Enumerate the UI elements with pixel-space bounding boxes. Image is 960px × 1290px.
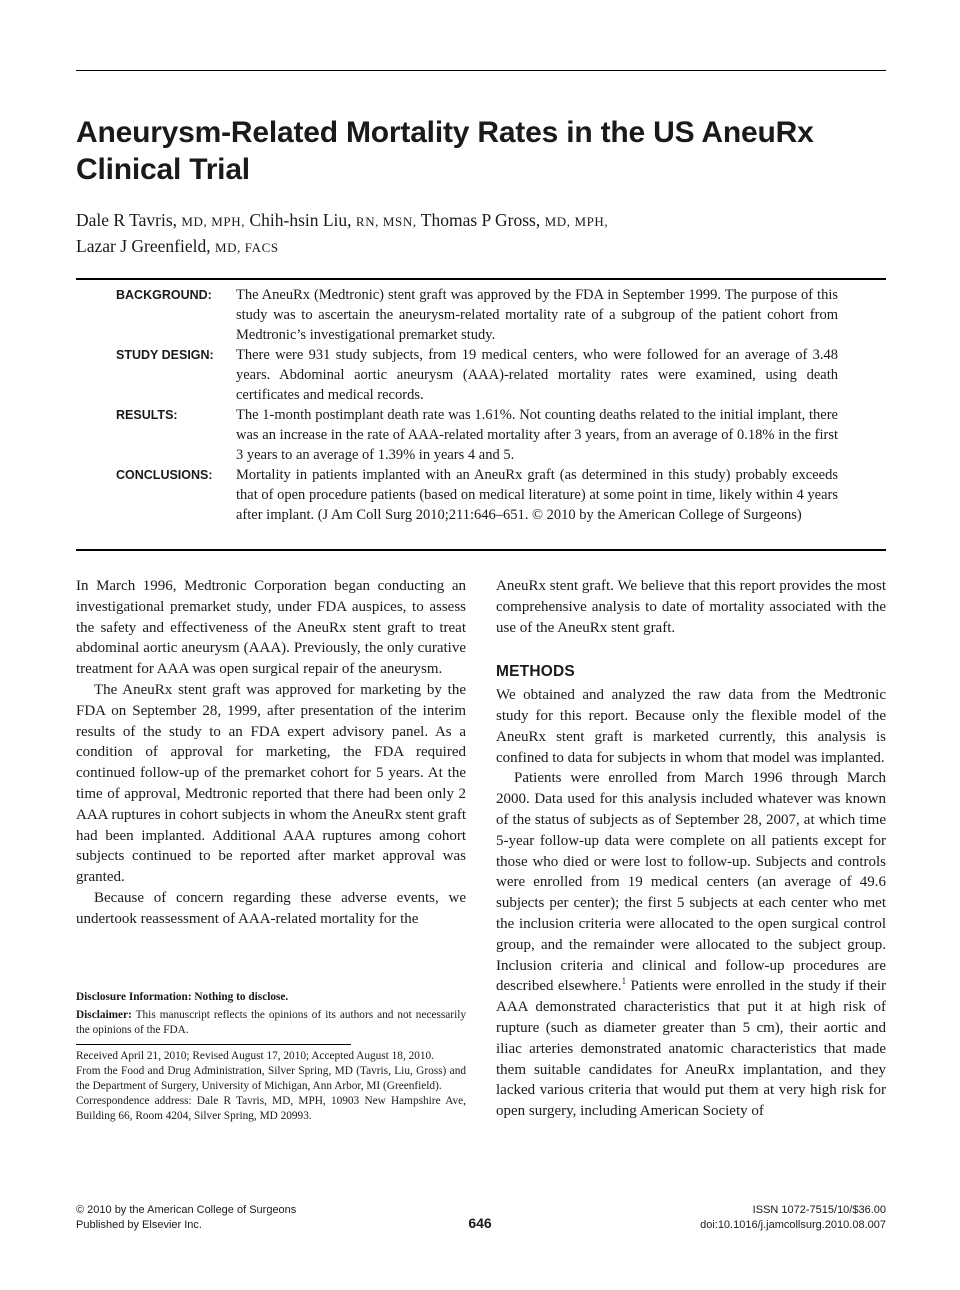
- author-name: Lazar J Greenfield,: [76, 236, 211, 256]
- copyright-text: © 2010 by the American College of Surgeons: [76, 1204, 297, 1216]
- author-degrees: RN, MSN,: [355, 214, 417, 229]
- abstract-text: Mortality in patients implanted with an AneuRx graft (as determined in this study) probably exceeds that of open procedure patients (based on medical literature) at some point in time, likely within 4 years after implant. (J Am Coll Surg 2010;211:646–651. © 2010 by the American College of Surgeons): [236, 467, 838, 523]
- body-paragraph: AneuRx stent graft. We believe that this report provides the most comprehensive analysis to date of mortality associated with the use of the AneuRx stent graft.: [496, 578, 886, 636]
- body-paragraph: In March 1996, Medtronic Corporation began conducting an investigational premarket study, under FDA auspices, to assess the safety and effectiveness of the AneuRx stent graft to treat abdominal aortic aneurysm (AAA). Previously, the only curative treatment for AAA was open surgical repair of the aneurysm.: [76, 578, 466, 678]
- correspondence-note: Correspondence address: Dale R Tavris, MD, MPH, 10903 New Hampshire Ave, Building 66, Room 4204, Silver Spring, MD 20993.: [76, 1095, 466, 1122]
- page-number: 646: [468, 1215, 492, 1231]
- body-paragraph: We obtained and analyzed the raw data from the Medtronic study for this report. Because only the flexible model of the AneuRx stent graft is marketed currently, this analysis is confined to data for subjects in whom that model was implanted.: [496, 687, 886, 766]
- author-name: Chih-hsin Liu,: [249, 210, 352, 230]
- abstract-top-rule: [76, 278, 886, 280]
- paragraph-text: Patients were enrolled in the study if their AAA demonstrated characteristics that put it at high risk of rupture (such as diameter greater than 5 cm), their aortic and iliac arteries demonstrated anatomic characteristics that made them suitable candidates for AneuRx implantation, and they lacked various criteria that would put them at very high risk for open surgery, including American Society of: [496, 978, 886, 1120]
- article-title: Aneurysm-Related Mortality Rates in the US AneuRx Clinical Trial: [76, 116, 814, 186]
- abstract-section: [116, 285, 838, 345]
- body-paragraph: [496, 768, 886, 1122]
- note-text: This manuscript reflects the opinions of its authors and not necessarily the opinions of the FDA.: [76, 1009, 466, 1036]
- author-degrees: MD, MPH,: [181, 214, 246, 229]
- abstract-text: The AneuRx (Medtronic) stent graft was approved by the FDA in September 1999. The purpose of this study was to ascertain the aneurysm-related mortality rate of a subgroup of the patient cohort from Medtronic’s investigational premarket study.: [236, 287, 838, 343]
- abstract-label: STUDY DESIGN:: [116, 348, 214, 362]
- abstract-label: BACKGROUND:: [116, 288, 212, 302]
- abstract-section: [116, 345, 838, 405]
- author-name: Dale R Tavris,: [76, 210, 178, 230]
- abstract-section: [116, 465, 838, 525]
- disclosure-note: [76, 990, 466, 1005]
- abstract-section: [116, 405, 838, 465]
- body-column-left: [76, 576, 466, 930]
- abstract-text: There were 931 study subjects, from 19 medical centers, who were followed for an average of 3.48 years. Abdominal aortic aneurysm (AAA)-related mortality rates were examined, using death certificates and medical records.: [236, 347, 838, 403]
- author-degrees: MD, FACS: [214, 240, 279, 255]
- issn-text: ISSN 1072-7515/10/$36.00: [752, 1204, 886, 1216]
- body-paragraph: The AneuRx stent graft was approved for marketing by the FDA on September 28, 1999, after presentation of the interim results of the study to an FDA expert advisory panel. As a condition of approval for marketing, the FDA required continued follow-up of the premarket cohort for 5 years. At the time of approval, Medtronic reported that there had been only 2 AAA ruptures in cohort subjects in whom the AneuRx stent graft had been implanted. Additional AAA ruptures among cohort subjects continued to be reported after market approval was granted.: [76, 681, 466, 886]
- footnotes: [76, 990, 466, 1124]
- note-label: Disclaimer:: [76, 1009, 132, 1021]
- disclaimer-note: [76, 1008, 466, 1038]
- abstract-text: The 1-month postimplant death rate was 1.61%. Not counting deaths related to the initial implant, there was an increase in the rate of AAA-related mortality after 3 years, from an average of 0.18% in the first 3 years to an average of 1.39% in years 4 and 5.: [236, 407, 838, 463]
- methods-heading: METHODS: [496, 663, 575, 681]
- affiliation-note: From the Food and Drug Administration, Silver Spring, MD (Tavris, Liu, Gross) and the Department of Surgery, University of Michigan, Ann Arbor, MI (Greenfield).: [76, 1065, 466, 1092]
- abstract-bottom-rule: [76, 549, 886, 551]
- author-list: [76, 208, 886, 260]
- abstract: [116, 285, 838, 525]
- footer-right: [700, 1203, 886, 1233]
- paragraph-text: Patients were enrolled from March 1996 through March 2000. Data used for this analysis included whatever was known of the status of subjects as of September 28, 2007, at which time 5-year follow-up data were complete on all patients except for those who died or were lost to follow-up. Subjects and controls were enrolled from 19 medical centers (an average of 49.6 subjects per center); the first 5 subjects at each center who met the inclusion criteria were allocated to the open surgical control group, and the remainder were allocated to the subject group. Inclusion criteria and clinical and follow-up procedures are described elsewhere.: [496, 770, 886, 995]
- body-paragraph: Because of concern regarding these adverse events, we undertook reassessment of AAA-related mortality for the: [76, 889, 466, 927]
- doi-link[interactable]: doi:10.1016/j.jamcollsurg.2010.08.007: [700, 1219, 886, 1231]
- abstract-label: RESULTS:: [116, 408, 178, 422]
- author-name: Thomas P Gross,: [420, 210, 541, 230]
- note-label: Disclosure Information:: [76, 991, 192, 1003]
- top-rule: [76, 70, 886, 71]
- author-degrees: MD, MPH,: [544, 214, 609, 229]
- publisher-text: Published by Elsevier Inc.: [76, 1219, 202, 1231]
- note-text: Nothing to disclose.: [191, 991, 289, 1003]
- notes-rule: [76, 1044, 351, 1045]
- received-dates: Received April 21, 2010; Revised August 17, 2010; Accepted August 18, 2010.: [76, 1050, 435, 1062]
- reference-link[interactable]: 1: [621, 976, 627, 987]
- body-column-right: [496, 576, 886, 1122]
- abstract-label: CONCLUSIONS:: [116, 468, 213, 482]
